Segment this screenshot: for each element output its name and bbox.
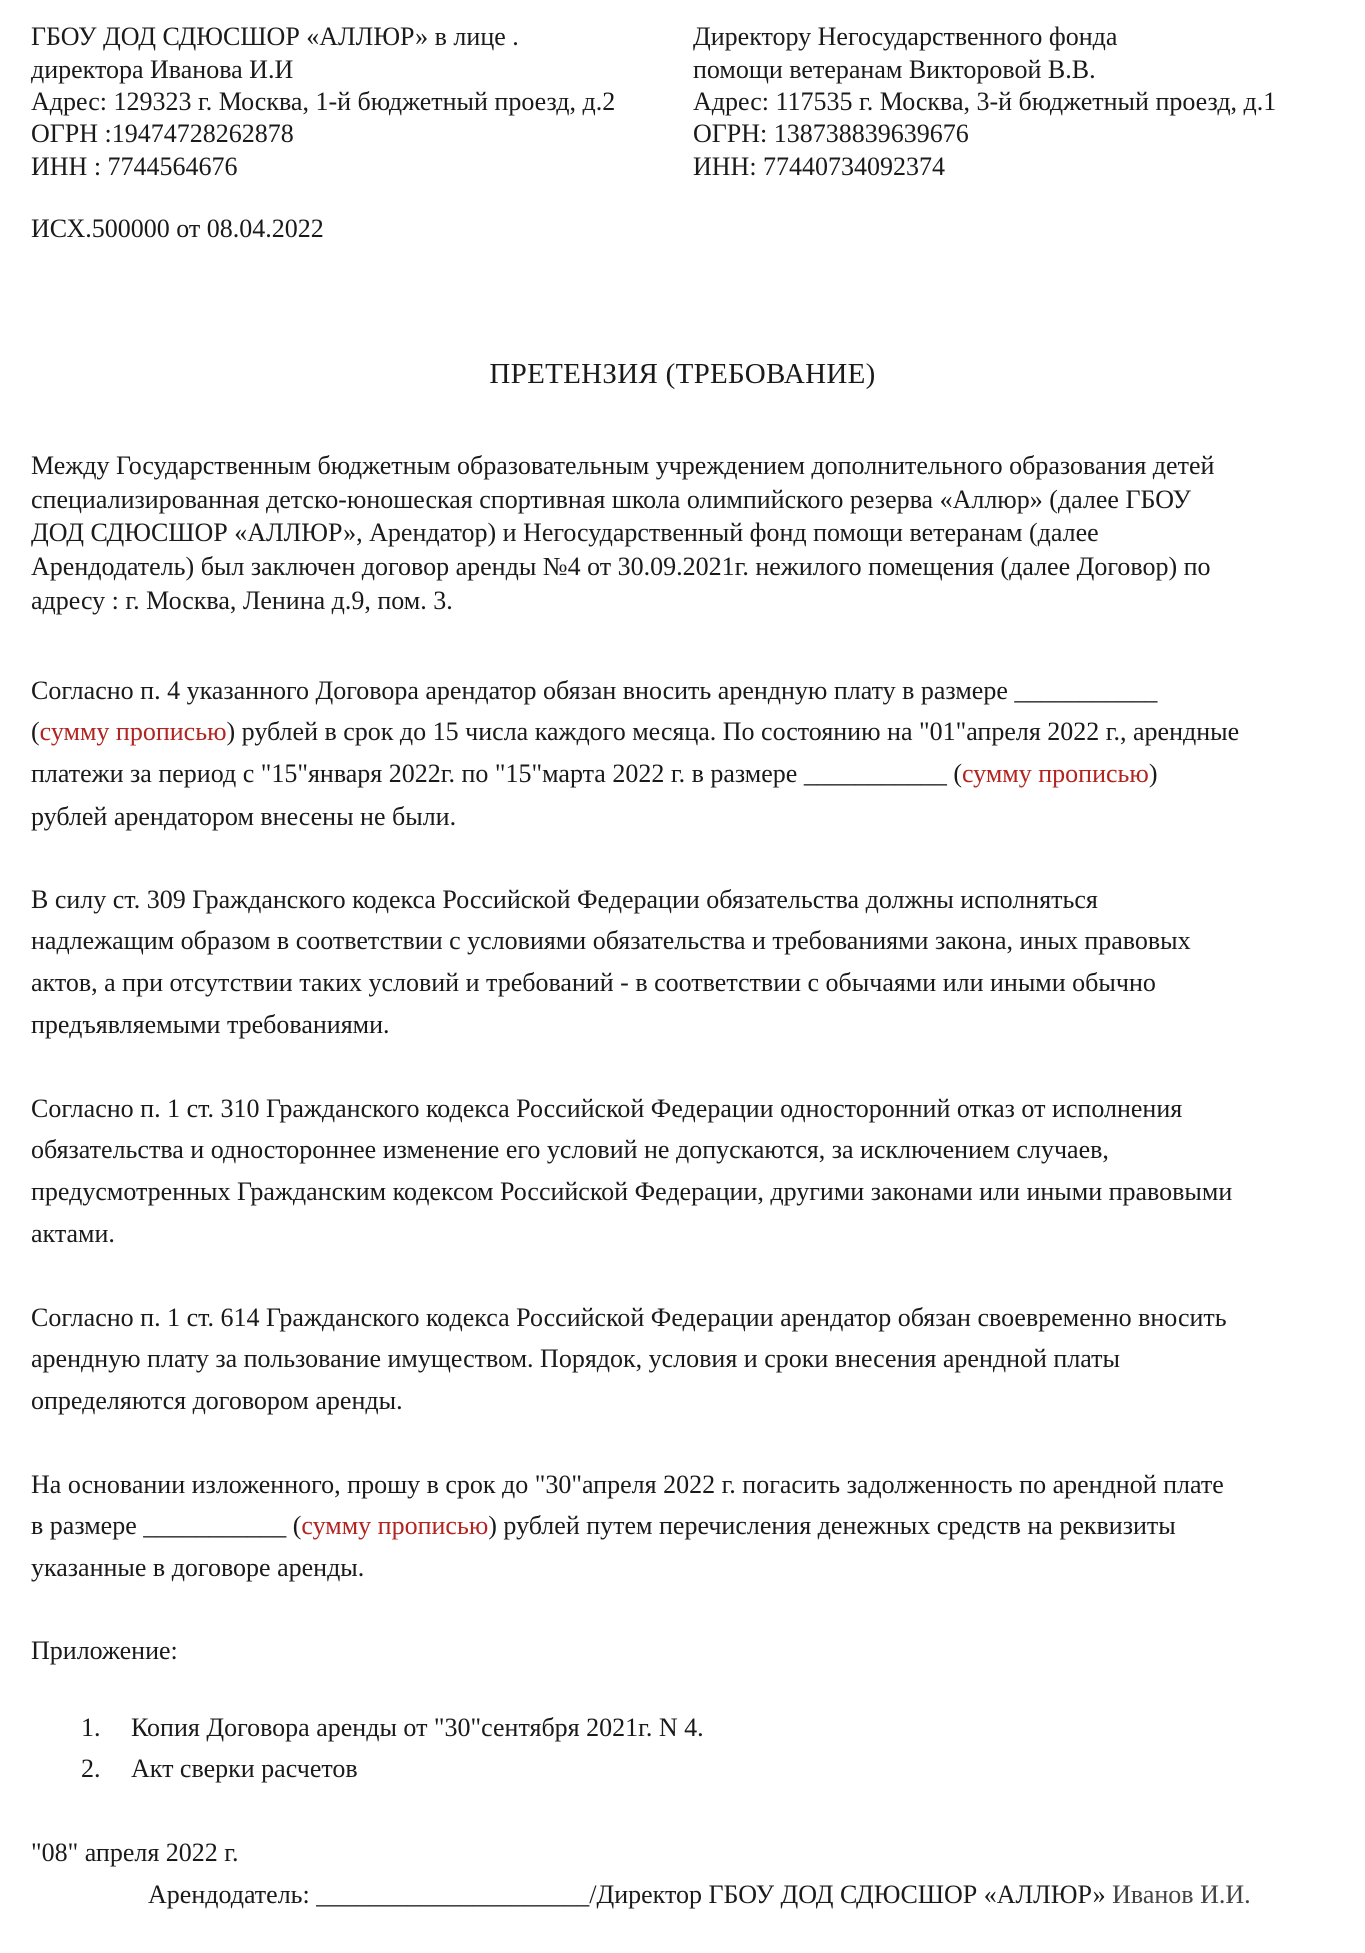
- text-line: специализированная детско-юношеская спортивная школа олимпийского резерва «Аллюр» (далее ГБОУ: [31, 485, 1191, 514]
- text-line: Между Государственным бюджетным образовательным учреждением дополнительного образования детей: [31, 451, 1215, 480]
- signature-role: /Директор ГБОУ ДОД СДЮСШОР «АЛЛЮР»: [589, 1880, 1113, 1909]
- text-line: Согласно п. 1 ст. 614 Гражданского кодекса Российской Федерации арендатор обязан своевременно вносить: [31, 1303, 1227, 1332]
- text-fragment: платежи за период с "15"января 2022г. по "15"марта 2022 г. в размере ___________ (: [31, 759, 962, 788]
- text-line: ДОД СДЮСШОР «АЛЛЮР», Арендатор) и Негосударственный фонд помощи ветеранам (далее: [31, 518, 1099, 547]
- text-line: В силу ст. 309 Гражданского кодекса Российской Федерации обязательства должны исполняться: [31, 885, 1098, 914]
- text-line: Арендодатель) был заключен договор аренды №4 от 30.09.2021г. нежилого помещения (далее Договор) по: [31, 552, 1211, 581]
- document-title: ПРЕТЕНЗИЯ (ТРЕБОВАНИЕ): [489, 358, 876, 390]
- signature-label: Арендодатель:: [148, 1880, 317, 1909]
- list-item: Копия Договора аренды от "30"сентября 2021г. N 4.: [131, 1713, 704, 1742]
- outgoing-number: ИСХ.500000 от 08.04.2022: [31, 214, 324, 243]
- recipient-inn: ИНН: 77440734092374: [693, 152, 946, 181]
- text-line: [31, 1511, 1176, 1541]
- text-line: актами.: [31, 1219, 115, 1248]
- text-line: Согласно п. 4 указанного Договора арендатор обязан вносить арендную плату в размере ___________: [31, 676, 1158, 705]
- text-line: Согласно п. 1 ст. 310 Гражданского кодекса Российской Федерации односторонний отказ от исполнения: [31, 1094, 1183, 1123]
- text-line: определяются договором аренды.: [31, 1386, 403, 1415]
- sender-representative: директора Иванова И.И: [31, 55, 294, 84]
- text-line: адресу : г. Москва, Ленина д.9, пом. 3.: [31, 586, 453, 615]
- amount-in-words-placeholder: сумму прописью: [39, 717, 227, 746]
- text-line: предъявляемыми требованиями.: [31, 1010, 390, 1039]
- text-line: предусмотренных Гражданским кодексом Российской Федерации, другими законами или иными правовыми: [31, 1177, 1233, 1206]
- recipient-address: Адрес: 117535 г. Москва, 3-й бюджетный проезд, д.1: [693, 87, 1277, 116]
- list-item-number: 2.: [81, 1754, 101, 1783]
- list-item: Акт сверки расчетов: [131, 1754, 358, 1783]
- recipient-title: Директору Негосударственного фонда: [693, 22, 1118, 51]
- text-line: [31, 717, 1239, 747]
- recipient-ogrn: ОГРН: 138738839639676: [693, 119, 969, 148]
- text-line: актов, а при отсутствии таких условий и требований - в соответствии с обычаями или иными обычно: [31, 968, 1156, 997]
- text-line: На основании изложенного, прошу в срок до "30"апреля 2022 г. погасить задолженность по арендной плате: [31, 1470, 1224, 1499]
- attachments-heading: Приложение:: [31, 1636, 178, 1665]
- text-line: указанные в договоре аренды.: [31, 1553, 365, 1582]
- text-line: арендную плату за пользование имуществом. Порядок, условия и сроки внесения арендной платы: [31, 1344, 1121, 1373]
- amount-in-words-placeholder: сумму прописью: [961, 759, 1149, 788]
- signatory-name: Иванов И.И.: [1112, 1880, 1251, 1909]
- text-fragment: ): [1148, 759, 1158, 788]
- amount-in-words-placeholder: сумму прописью: [301, 1511, 489, 1540]
- signature-line: [148, 1880, 1251, 1910]
- sender-ogrn: ОГРН :19474728262878: [31, 119, 294, 148]
- list-item-number: 1.: [81, 1713, 101, 1742]
- document-date: "08" апреля 2022 г.: [31, 1838, 239, 1867]
- sender-name: ГБОУ ДОД СДЮСШОР «АЛЛЮР» в лице .: [31, 22, 519, 51]
- sender-address: Адрес: 129323 г. Москва, 1-й бюджетный проезд, д.2: [31, 87, 616, 116]
- text-line: [31, 759, 1157, 789]
- signature-blank: _____________________: [316, 1880, 590, 1909]
- text-line: рублей арендатором внесены не были.: [31, 802, 457, 831]
- sender-inn: ИНН : 7744564676: [31, 152, 238, 181]
- text-line: надлежащим образом в соответствии с условиями обязательства и требованиями закона, иных правовых: [31, 926, 1191, 955]
- text-fragment: ) рублей путем перечисления денежных средств на реквизиты: [488, 1511, 1176, 1540]
- text-fragment: ) рублей в срок до 15 числа каждого месяца. По состоянию на "01"апреля 2022 г., арендные: [226, 717, 1240, 746]
- text-fragment: в размере ___________ (: [31, 1511, 302, 1540]
- recipient-name: помощи ветеранам Викторовой В.В.: [693, 55, 1096, 84]
- text-fragment: (: [31, 717, 40, 746]
- text-line: обязательства и одностороннее изменение его условий не допускаются, за исключением случаев,: [31, 1135, 1109, 1164]
